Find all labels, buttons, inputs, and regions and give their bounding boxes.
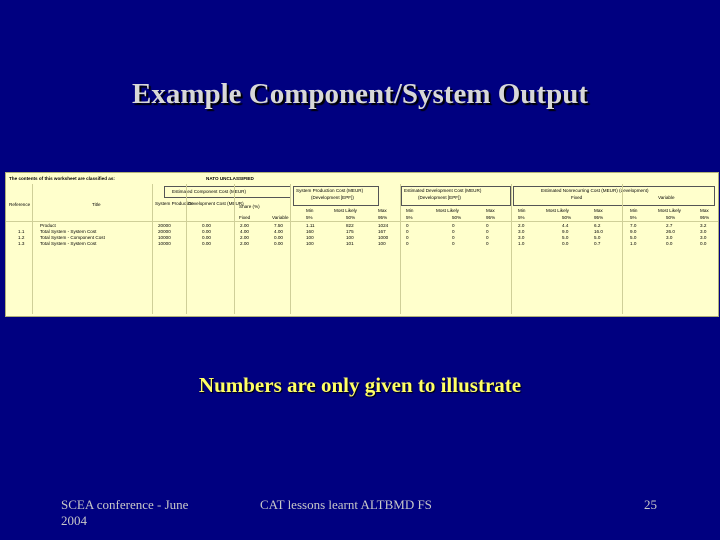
row-title: Product: [40, 223, 56, 228]
table-cell: 175: [346, 229, 354, 234]
grid-line: [234, 184, 235, 314]
column-fixed: Fixed: [239, 215, 251, 220]
footer-presentation-title: CAT lessons learnt ALTBMD FS: [260, 497, 432, 512]
column-p95: 95%: [700, 215, 710, 220]
header-estimated-development-cost: Estimated Development Cost (MEUR): [404, 188, 482, 193]
table-cell: 2.00: [240, 241, 249, 246]
column-max: Max: [378, 208, 387, 213]
table-cell: 26.0: [666, 229, 675, 234]
grid-line: [622, 184, 623, 314]
column-min: Min: [306, 208, 314, 213]
column-p95: 95%: [378, 215, 388, 220]
header-divider: [6, 221, 718, 222]
column-share: Share (%): [239, 204, 260, 209]
column-p5: 5%: [630, 215, 637, 220]
table-cell: 7.50: [274, 223, 283, 228]
column-p95: 95%: [594, 215, 604, 220]
table-cell: 1024: [378, 223, 389, 228]
column-min: Min: [406, 208, 414, 213]
table-cell: 0.0: [700, 241, 707, 246]
row-title: Total System - System Cost: [40, 229, 97, 234]
table-cell: 160: [306, 229, 314, 234]
header-estimated-nonrecurring-cost: Estimated Nonrecurring Cost (MEUR) (development): [541, 188, 649, 193]
table-cell: 0.00: [274, 241, 283, 246]
spreadsheet-table: [5, 172, 719, 317]
table-cell: 0: [452, 241, 455, 246]
header-variable: Variable: [658, 195, 675, 200]
header-system-production-cost: System Production Cost (MEUR): [296, 188, 364, 193]
slide-caption: Numbers are only given to illustrate: [198, 373, 522, 397]
grid-line: [152, 184, 153, 314]
table-cell: 2.7: [666, 223, 673, 228]
table-cell: 0.0: [666, 241, 673, 246]
table-cell: 5.0: [630, 235, 637, 240]
grid-line: [400, 184, 401, 314]
table-cell: 100: [346, 235, 354, 240]
footer-page-number: 25: [644, 497, 657, 512]
column-p95: 95%: [486, 215, 496, 220]
table-cell: 100: [306, 235, 314, 240]
table-cell: 4.00: [274, 229, 283, 234]
table-cell: 0: [486, 235, 489, 240]
table-cell: 0: [486, 223, 489, 228]
table-cell: 4.4: [562, 223, 569, 228]
column-min: Min: [518, 208, 526, 213]
table-cell: 0.00: [274, 235, 283, 240]
column-most-likely: Most Likely: [334, 208, 357, 213]
column-p5: 5%: [518, 215, 525, 220]
table-cell: 10000: [158, 235, 171, 240]
table-cell: 9.0: [562, 229, 569, 234]
row-reference: 1.2: [18, 235, 25, 240]
table-cell: 5.0: [562, 235, 569, 240]
column-max: Max: [594, 208, 603, 213]
column-p50: 50%: [346, 215, 356, 220]
column-development-cost: Development Cost (MEUR): [188, 201, 244, 206]
table-cell: 0.7: [594, 241, 601, 246]
table-cell: 3.0: [666, 235, 673, 240]
header-estimated-component-cost: Estimated Component Cost (MEUR): [172, 189, 247, 194]
table-cell: 0.00: [202, 223, 211, 228]
column-min: Min: [630, 208, 638, 213]
footer-conference: SCEA conference - June 2004: [61, 497, 189, 528]
table-cell: 2.00: [240, 235, 249, 240]
column-max: Max: [486, 208, 495, 213]
grid-line: [186, 184, 187, 314]
table-cell: 1.11: [306, 223, 315, 228]
table-cell: 3.0: [700, 229, 707, 234]
table-cell: 9.0: [630, 229, 637, 234]
header-estimated-development-sub: (Development [EPF]): [418, 195, 461, 200]
table-cell: 20000: [158, 229, 171, 234]
header-system-production-sub: (Development [EPF]): [311, 195, 354, 200]
table-cell: 16.0: [594, 229, 603, 234]
table-cell: 6.2: [594, 223, 601, 228]
table-cell: 4.00: [240, 229, 249, 234]
table-cell: 1000: [378, 235, 389, 240]
column-p50: 50%: [452, 215, 462, 220]
table-cell: 0.00: [202, 229, 211, 234]
grid-line: [290, 184, 291, 314]
table-cell: 0: [406, 241, 409, 246]
table-cell: 822: [346, 223, 354, 228]
table-cell: 10000: [158, 241, 171, 246]
table-cell: 0: [452, 229, 455, 234]
table-cell: 167: [378, 229, 386, 234]
table-cell: 1.0: [630, 241, 637, 246]
classification-label: The contents of this worksheet are classified as:: [9, 176, 115, 181]
table-cell: 3.0: [518, 235, 525, 240]
column-most-likely: Most Likely: [658, 208, 681, 213]
table-cell: 0: [406, 235, 409, 240]
row-reference: 1.1: [18, 229, 25, 234]
column-system-production: System Production: [155, 201, 194, 206]
column-variable: Variable: [272, 215, 289, 220]
table-cell: 0: [452, 223, 455, 228]
header-fixed: Fixed: [571, 195, 583, 200]
table-cell: 0: [452, 235, 455, 240]
column-max: Max: [700, 208, 709, 213]
column-title: Title: [92, 202, 101, 207]
column-most-likely: Most Likely: [546, 208, 569, 213]
row-title: Total System - Component Cost: [40, 235, 105, 240]
table-cell: 0: [486, 241, 489, 246]
table-cell: 101: [346, 241, 354, 246]
table-cell: 0: [406, 229, 409, 234]
column-p50: 50%: [666, 215, 676, 220]
column-p5: 5%: [406, 215, 413, 220]
column-p50: 50%: [562, 215, 572, 220]
table-cell: 3.0: [518, 229, 525, 234]
row-reference: 1.3: [18, 241, 25, 246]
table-cell: 5.0: [594, 235, 601, 240]
classification-value: NATO UNCLASSIFIED: [206, 176, 254, 181]
column-p5: 5%: [306, 215, 313, 220]
column-reference: Reference: [9, 202, 31, 207]
row-title: Total System - System Cost: [40, 241, 97, 246]
table-cell: 20000: [158, 223, 171, 228]
slide-title: Example Component/System Output: [132, 78, 588, 110]
table-cell: 100: [306, 241, 314, 246]
grid-line: [511, 184, 512, 314]
table-cell: 0: [486, 229, 489, 234]
table-cell: 3.2: [700, 223, 707, 228]
table-cell: 3.0: [700, 235, 707, 240]
table-cell: 1.0: [518, 241, 525, 246]
table-cell: 7.0: [630, 223, 637, 228]
table-cell: 100: [378, 241, 386, 246]
table-cell: 0.0: [562, 241, 569, 246]
table-cell: 2.0: [518, 223, 525, 228]
table-cell: 0.00: [202, 235, 211, 240]
table-cell: 0: [406, 223, 409, 228]
table-cell: 0.00: [202, 241, 211, 246]
grid-line: [32, 184, 33, 314]
table-cell: 2.00: [240, 223, 249, 228]
column-most-likely: Most Likely: [436, 208, 459, 213]
